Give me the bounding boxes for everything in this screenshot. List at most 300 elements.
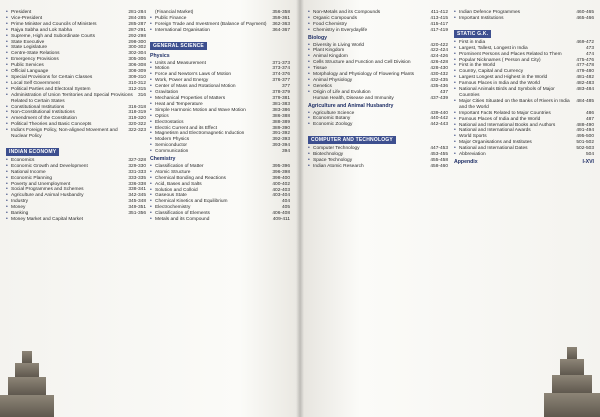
- page-range: 417-419: [430, 27, 448, 33]
- bullet-icon: •: [6, 127, 8, 134]
- page-range: 319-320: [128, 116, 146, 122]
- toc-entry-title: Supreme, High and Subordinate Courts: [11, 33, 95, 39]
- bullet-icon: •: [150, 89, 152, 96]
- book-gutter: [296, 0, 304, 417]
- toc-entry-title: Space Technology: [313, 158, 353, 164]
- bullet-icon: •: [150, 130, 152, 137]
- toc-entry-title: Computer Technology: [313, 146, 360, 152]
- toc-entry-title: Public Finance: [155, 15, 187, 21]
- page-range: 281-284: [128, 10, 146, 15]
- toc-entry-title: Electric Current and its Effect: [155, 125, 218, 131]
- page-range: 316: [137, 92, 146, 98]
- bullet-icon: •: [6, 180, 8, 187]
- page-range: 396-398: [272, 169, 290, 175]
- bullet-icon: •: [308, 76, 310, 83]
- bullet-icon: •: [308, 82, 310, 89]
- toc-entry-title: Major Organisations and Institutes: [459, 140, 532, 146]
- page-range: 391-392: [272, 131, 290, 137]
- page-range: 376-377: [272, 78, 290, 84]
- subsection-label: Appendix: [454, 158, 478, 165]
- page-range: 327-328: [128, 157, 146, 163]
- toc-entry-title: Industry: [11, 199, 29, 205]
- toc-entry-title: Optics: [155, 113, 169, 119]
- bullet-icon: •: [150, 180, 152, 187]
- toc-entry-title: Animal Physiology: [313, 77, 353, 83]
- page-range: 447-453: [430, 146, 448, 152]
- toc-entry: [150, 217, 290, 223]
- toc-entry-title: Rajya Sabha and Lok Sabha: [11, 27, 73, 33]
- bullet-icon: •: [454, 145, 456, 152]
- bullet-icon: •: [150, 148, 152, 155]
- toc-entry-title: Money Market and Capital Market: [11, 217, 83, 222]
- toc-entry-title: National and International Awards: [459, 128, 531, 134]
- bullet-icon: •: [454, 44, 456, 51]
- toc-entry-title: Prominent Persons and Places Related to Them: [459, 51, 562, 57]
- bullet-icon: •: [6, 91, 8, 98]
- toc-entry: [308, 96, 448, 102]
- page-range: 435-436: [430, 83, 448, 89]
- page-range: 331-333: [128, 169, 146, 175]
- bullet-icon: •: [308, 20, 310, 27]
- bullet-icon: •: [150, 71, 152, 78]
- toc-entry-title: Simple Harmonic Motion and Wave Motion: [155, 107, 246, 113]
- page-range: 285-287: [128, 21, 146, 27]
- subsection-heading: [308, 36, 448, 42]
- page-range: 477-478: [576, 63, 594, 69]
- page-range: 338-341: [128, 187, 146, 193]
- bullet-icon: •: [6, 68, 8, 75]
- toc-entry-title: Genetics: [313, 83, 332, 89]
- page-range: 409-411: [272, 217, 290, 223]
- page-range: 329-330: [128, 163, 146, 169]
- toc-entry-title: Poverty and Unemployment: [11, 181, 71, 187]
- toc-entry: [150, 28, 290, 34]
- toc-entry-title: Morphology and Physiology of Flowering Plants: [313, 72, 415, 78]
- page-range: 405: [281, 205, 290, 211]
- toc-entry-title: India's Foreign Policy, Non-aligned Movement and Nuclear Policy: [11, 128, 118, 140]
- bullet-icon: •: [6, 44, 8, 51]
- toc-entry-title: Major Cities Situated on the Banks of Rivers in India and the World: [459, 98, 570, 110]
- page-range: 377: [281, 84, 290, 90]
- page-range: 333-335: [128, 175, 146, 181]
- toc-entry: [150, 149, 290, 155]
- toc-entry-title: Official Language: [11, 69, 49, 75]
- bullet-icon: •: [150, 136, 152, 143]
- bullet-icon: •: [150, 77, 152, 84]
- page-range: 351-356: [128, 211, 146, 217]
- bullet-icon: •: [308, 41, 310, 48]
- page-range: 392-393: [272, 137, 290, 143]
- bullet-icon: •: [454, 151, 456, 158]
- bullet-icon: •: [150, 26, 152, 33]
- bullet-icon: •: [308, 162, 310, 169]
- toc-entry-title: Centre-State Relations: [11, 51, 60, 57]
- page-range: 378-379: [272, 90, 290, 96]
- toc-entry-title: Administration of Union Territories and Special Provisions Related to Certain States: [11, 92, 133, 104]
- page-range: 415-417: [430, 21, 448, 27]
- page-range: 364-367: [272, 27, 290, 33]
- bullet-icon: •: [150, 83, 152, 90]
- toc-entry-title: Cells Structure and Function and Cell Division: [313, 60, 411, 66]
- toc-entry-title: Public Services: [11, 63, 44, 69]
- toc-entry-title: Plant Kingdom: [313, 48, 345, 54]
- page-range: 501-502: [576, 140, 594, 146]
- bullet-icon: •: [6, 156, 8, 163]
- toc-entry-title: Classification of Elements: [155, 211, 210, 217]
- page-range: 305-306: [128, 57, 146, 63]
- bullet-icon: •: [454, 109, 456, 116]
- bullet-icon: •: [454, 62, 456, 69]
- toc-entry-title: Force and Newton's Laws of Motion: [155, 72, 232, 78]
- toc-entry-title: State Executive: [11, 39, 45, 45]
- bullet-icon: •: [6, 14, 8, 21]
- toc-entry: [308, 122, 448, 128]
- left-page-column-2: [150, 10, 290, 223]
- bullet-icon: •: [454, 38, 456, 45]
- page-range: 424-426: [430, 54, 448, 60]
- bullet-icon: •: [150, 174, 152, 181]
- toc-entry-title: Largest Longest and Highest in the World: [459, 75, 548, 81]
- toc-entry-title: Vice-President: [11, 15, 43, 21]
- bullet-icon: •: [150, 124, 152, 131]
- toc-entry-title: Prime Minister and Councils of Ministers: [11, 21, 97, 27]
- toc-entry: [308, 28, 448, 34]
- toc-entry-title: National Income: [11, 169, 46, 175]
- bullet-icon: •: [6, 115, 8, 122]
- bullet-icon: •: [454, 86, 456, 93]
- page-range: 486: [585, 110, 594, 116]
- page-range: 460-465: [576, 10, 594, 15]
- page-range: 398-400: [272, 175, 290, 181]
- page-range: 336-338: [128, 181, 146, 187]
- toc-entry-title: Economics: [11, 157, 35, 163]
- page-range: 465-466: [576, 15, 594, 21]
- toc-entry: [454, 152, 594, 158]
- page-range: 316-318: [128, 104, 146, 110]
- page-range: 362-363: [272, 21, 290, 27]
- bullet-icon: •: [6, 62, 8, 69]
- page-range: 374-376: [272, 72, 290, 78]
- toc-entry-title: International Organisation: [155, 27, 210, 33]
- toc-entry-title: Gaseous State: [155, 193, 187, 199]
- toc-entry: [308, 164, 448, 170]
- toc-entry-title: Political Theories and Basic Concepts: [11, 122, 92, 128]
- toc-entry-title: World Sports: [459, 134, 487, 140]
- toc-entry-title: Mechanical Properties of Matters: [155, 95, 226, 101]
- page-range: 487: [585, 116, 594, 122]
- bullet-icon: •: [6, 210, 8, 217]
- toc-entry-title: Money: [11, 205, 26, 211]
- bullet-icon: •: [308, 109, 310, 116]
- bullet-icon: •: [454, 139, 456, 146]
- bullet-icon: •: [6, 103, 8, 110]
- toc-entry-title: Metals and its Compound: [155, 217, 210, 223]
- page-range: 393-394: [272, 143, 290, 149]
- bullet-icon: •: [308, 157, 310, 164]
- toc-entry-title: Acid, Bases and Salts: [155, 181, 202, 187]
- toc-entry-title: Special Provisions for Certain Classes: [11, 74, 93, 80]
- page-range: 359-361: [272, 15, 290, 21]
- page-range: 308-309: [128, 69, 146, 75]
- toc-entry-title: Agriculture Science: [313, 110, 355, 116]
- toc-entry-title: Units and Measurement: [155, 60, 206, 66]
- page-range: 371-373: [272, 60, 290, 66]
- bullet-icon: •: [308, 26, 310, 33]
- bullet-icon: •: [454, 74, 456, 81]
- subsection-label: Physics: [150, 52, 170, 59]
- bullet-icon: •: [150, 14, 152, 21]
- bullet-icon: •: [308, 71, 310, 78]
- bullet-icon: •: [6, 9, 8, 15]
- toc-entry: [454, 87, 594, 99]
- section-heading: COMPUTER AND TECHNOLOGY: [308, 136, 396, 144]
- page-range: 432-435: [430, 77, 448, 83]
- section-heading: STATIC G.K.: [454, 30, 491, 38]
- temple-illustration-right: [544, 347, 600, 417]
- bullet-icon: •: [454, 97, 456, 104]
- page-range: 320-322: [128, 122, 146, 128]
- toc-entry-title: Work, Power and Energy: [155, 78, 209, 84]
- toc-entry-title: Economic Zoology: [313, 122, 353, 128]
- toc-entry-title: Famous Places in India and the World: [459, 81, 540, 87]
- page-range: 442-443: [430, 122, 448, 128]
- page-range: 403-404: [272, 193, 290, 199]
- toc-entry-title: Origin of Life and Evolution: [313, 89, 371, 95]
- subsection-label: Agriculture and Animal Husbandry: [308, 102, 394, 109]
- toc-entry-title: National and International Books and Authors: [459, 122, 556, 128]
- bullet-icon: •: [308, 59, 310, 66]
- bullet-icon: •: [150, 204, 152, 211]
- toc-entry-title: Motion: [155, 66, 170, 72]
- page-range: 422-424: [430, 48, 448, 54]
- bullet-icon: •: [454, 133, 456, 140]
- page-range: 402-403: [272, 187, 290, 193]
- bullet-icon: •: [150, 186, 152, 193]
- right-page: [300, 0, 600, 417]
- bullet-icon: •: [454, 68, 456, 75]
- toc-entry-title: (Financial Market): [155, 10, 194, 15]
- page-range: 379-381: [272, 95, 290, 101]
- toc-entry-title: Animal Kingdom: [313, 54, 348, 60]
- page-range: 284-285: [128, 15, 146, 21]
- page-range: 373-374: [272, 66, 290, 72]
- bullet-icon: •: [6, 186, 8, 193]
- page-range: 455-458: [430, 158, 448, 164]
- toc-entry-title: Largest, Tallest, Longest in India: [459, 45, 528, 51]
- toc-entry-title: Local Self Government: [11, 80, 60, 86]
- page-range: 381-383: [272, 101, 290, 107]
- bullet-icon: •: [6, 73, 8, 80]
- bullet-icon: •: [6, 38, 8, 45]
- bullet-icon: •: [150, 210, 152, 217]
- page-range: 483-484: [576, 87, 594, 93]
- page-range: 430-432: [430, 72, 448, 78]
- toc-entry-title: Indian Atomic Research: [313, 163, 364, 169]
- toc-entry-title: Important Facts Related to Major Countries: [459, 110, 551, 116]
- left-page-column-1: [6, 10, 146, 223]
- bullet-icon: •: [150, 192, 152, 199]
- subsection-heading: [308, 104, 448, 110]
- bullet-icon: •: [454, 121, 456, 128]
- bullet-icon: •: [150, 100, 152, 107]
- page-range: 388-389: [272, 119, 290, 125]
- page-range: 302-304: [128, 51, 146, 57]
- toc-entry-title: Foreign Trade and Investment (Balance of Payment): [155, 21, 267, 27]
- bullet-icon: •: [150, 94, 152, 101]
- subsection-heading: [150, 54, 290, 60]
- page-range: 345-348: [128, 199, 146, 205]
- toc-entry-title: Diversity in Living World: [313, 42, 365, 48]
- bullet-icon: •: [6, 168, 8, 175]
- page-range: 309-310: [128, 74, 146, 80]
- toc-entry-title: Electrostatics: [155, 119, 184, 125]
- bullet-icon: •: [6, 204, 8, 211]
- bullet-icon: •: [150, 162, 152, 169]
- toc-entry-title: Gravitation: [155, 90, 179, 96]
- toc-entry: [454, 99, 594, 111]
- toc-entry: [6, 217, 146, 223]
- bullet-icon: •: [308, 14, 310, 21]
- page-range: 394: [281, 149, 290, 155]
- toc-entry-title: Solution and Colloid: [155, 187, 198, 193]
- bullet-icon: •: [308, 9, 310, 15]
- bullet-icon: •: [6, 20, 8, 27]
- section-heading: GENERAL SCIENCE: [150, 42, 207, 50]
- page-range: 342-345: [128, 193, 146, 199]
- toc-entry-title: Modern Physics: [155, 137, 190, 143]
- page-range: 473: [585, 45, 594, 51]
- toc-entry-title: Magnetism and Electromagnetic Induction: [155, 131, 245, 137]
- page-range: 484-485: [576, 98, 594, 104]
- bullet-icon: •: [308, 53, 310, 60]
- toc-entry-title: First in India: [459, 39, 486, 45]
- page-range: 420-422: [430, 42, 448, 48]
- page-range: 488-490: [576, 122, 594, 128]
- bullet-icon: •: [454, 14, 456, 21]
- page-range: 426-428: [430, 60, 448, 66]
- toc-entry-title: Heat and Temperature: [155, 101, 203, 107]
- toc-entry-title: Human Health, Disease and Immunity: [313, 95, 394, 101]
- temple-illustration-left: [0, 351, 54, 417]
- toc-entry-title: Non-Constitutional Institutions: [11, 110, 75, 116]
- page-range: 395-396: [272, 163, 290, 169]
- page-range: I-XVI: [582, 158, 594, 165]
- bullet-icon: •: [6, 121, 8, 128]
- subsection-heading: [454, 160, 594, 166]
- page-range: 406-408: [272, 211, 290, 217]
- subsection-heading: [150, 157, 290, 163]
- bullet-icon: •: [454, 127, 456, 134]
- bullet-icon: •: [454, 9, 456, 15]
- toc-entry-title: Center of Mass and Rotational Motion: [155, 84, 236, 90]
- bullet-icon: •: [308, 88, 310, 95]
- toc-entry-title: Organic Compounds: [313, 15, 357, 21]
- page-range: 322-323: [128, 128, 146, 134]
- page-range: 312-315: [128, 86, 146, 92]
- bullet-icon: •: [6, 109, 8, 116]
- page-range: 300-302: [128, 45, 146, 51]
- page-range: 504: [585, 152, 594, 158]
- bullet-icon: •: [308, 65, 310, 72]
- page-range: 428-430: [430, 66, 448, 72]
- page-range: 411-412: [430, 10, 448, 15]
- toc-entry-title: National Animals Birds and Symbols of Major Countries: [459, 87, 555, 98]
- toc-entry-title: Tissue: [313, 66, 327, 72]
- bullet-icon: •: [6, 174, 8, 181]
- page-range: 482-483: [576, 81, 594, 87]
- section-heading: INDIAN ECONOMY: [6, 148, 59, 156]
- page-range: 386-388: [272, 113, 290, 119]
- bullet-icon: •: [454, 50, 456, 57]
- bullet-icon: •: [6, 192, 8, 199]
- toc-entry-title: Amendment of the Constitution: [11, 116, 77, 122]
- page-range: 437: [439, 89, 448, 95]
- bullet-icon: •: [454, 80, 456, 87]
- toc-entry-title: Non-Metals and its Compounds: [313, 10, 381, 15]
- toc-entry-title: Classification of Matter: [155, 163, 204, 169]
- toc-entry-title: Chemical Kinetics and Equilibrium: [155, 199, 228, 205]
- bullet-icon: •: [150, 198, 152, 205]
- toc-entry-title: Constitutional Institutions: [11, 104, 65, 110]
- bullet-icon: •: [6, 50, 8, 57]
- bullet-icon: •: [6, 216, 8, 222]
- toc-entry-title: Important Institutions: [459, 15, 504, 21]
- toc-entry-title: Economic Growth and Development: [11, 163, 88, 169]
- bullet-icon: •: [150, 216, 152, 223]
- bullet-icon: •: [150, 59, 152, 66]
- toc-entry-title: President: [11, 10, 32, 15]
- bullet-icon: •: [454, 56, 456, 63]
- toc-entry-title: Social Programmes and Schemes: [11, 187, 84, 193]
- toc-entry-title: Electrochemistry: [155, 205, 191, 211]
- bullet-icon: •: [6, 32, 8, 39]
- bullet-icon: •: [150, 65, 152, 72]
- page-range: 453-455: [430, 152, 448, 158]
- toc-entry: [6, 93, 146, 105]
- page-range: 404: [281, 199, 290, 205]
- page-range: 292-298: [128, 33, 146, 39]
- toc-entry-title: Economic Botany: [313, 116, 351, 122]
- toc-entry-title: Communication: [155, 149, 189, 155]
- bullet-icon: •: [6, 26, 8, 33]
- toc-entry-title: Banking: [11, 211, 29, 217]
- bullet-icon: •: [308, 115, 310, 122]
- page-range: 440-442: [430, 116, 448, 122]
- right-page-column-2: [454, 10, 594, 167]
- toc-entry: [6, 128, 146, 140]
- bullet-icon: •: [6, 79, 8, 86]
- toc-entry-title: Chemistry in Everydaylife: [313, 27, 368, 33]
- toc-entry-title: National and International Dates: [459, 146, 528, 152]
- page-range: 474: [585, 51, 594, 57]
- page-range: 298-300: [128, 39, 146, 45]
- bullet-icon: •: [150, 106, 152, 113]
- page-range: 349-351: [128, 205, 146, 211]
- right-page-column-1: [308, 10, 448, 170]
- page-range: 413-415: [430, 15, 448, 21]
- page-range: 383-386: [272, 107, 290, 113]
- page-range: 439-440: [430, 110, 448, 116]
- bullet-icon: •: [150, 118, 152, 125]
- page-range: 479-480: [576, 69, 594, 75]
- toc-entry-title: Food Chemistry: [313, 21, 347, 27]
- toc-entry-title: First in the World: [459, 63, 496, 69]
- toc-entry-title: Popular Nicknames ( Person and City): [459, 57, 541, 63]
- bullet-icon: •: [6, 198, 8, 205]
- page-range: 318-319: [128, 110, 146, 116]
- toc-entry-title: Agriculture and Animal Husbandry: [11, 193, 84, 199]
- bullet-icon: •: [308, 145, 310, 152]
